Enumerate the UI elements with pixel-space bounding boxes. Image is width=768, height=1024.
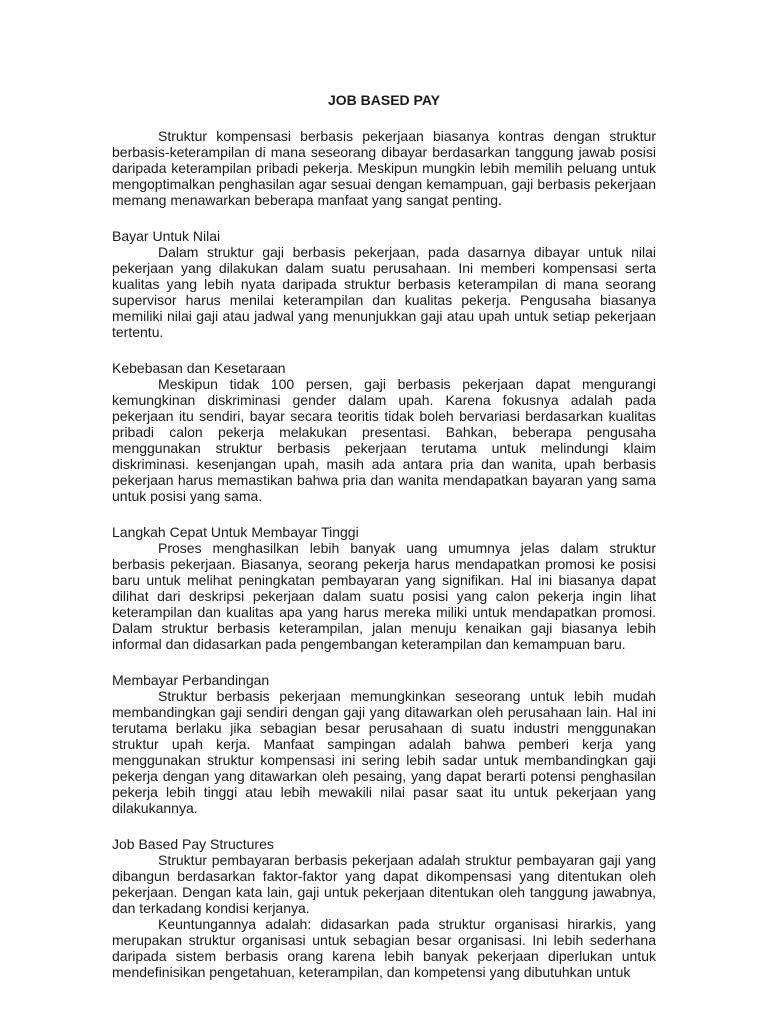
section-paragraph: Struktur berbasis pekerjaan memungkinkan seseorang untuk lebih mudah membandingkan gaji sendiri dengan gaji yang ditawarkan oleh perusahaan lain. Hal ini terutama berlaku jika sebagian besar perusahaan di suatu industri menggunakan struktur upah kerja. Manfaat sampingan adalah bahwa pemberi kerja yang menggunakan struktur kompensasi ini sering lebih sadar untuk membandingkan gaji pekerja dengan yang ditawarkan oleh pesaing, yang dapat berarti potensi penghasilan pekerja lebih tinggi atau lebih mewakili nilai pasar saat itu untuk pekerjaan yang dilakukannya. [112,688,656,816]
section-heading: Kebebasan dan Kesetaraan [112,360,286,376]
section-paragraph-truncated: Keuntungannya adalah: didasarkan pada struktur organisasi hirarkis, yang merupakan struktur organisasi untuk sebagian besar organisasi. Ini lebih sederhana daripada sistem berbasis orang karena lebih banyak pekerjaan diperlukan untuk mendefinisikan pengetahuan, keterampilan, dan kompetensi yang dibutuhkan untuk [112,916,656,980]
section-membayar-perbandingan [112,672,656,816]
section-paragraph: Dalam struktur gaji berbasis pekerjaan, pada dasarnya dibayar untuk nilai pekerjaan yang dilakukan dalam suatu perusahaan. Ini memberi kompensasi serta kualitas yang lebih nyata daripada struktur berbasis keterampilan di mana seorang supervisor harus menilai keterampilan dan kualitas pekerja. Pengusaha biasanya memiliki nilai gaji atau jadwal yang menunjukkan gaji atau upah untuk setiap pekerjaan tertentu. [112,244,656,340]
section-paragraph: Proses menghasilkan lebih banyak uang umumnya jelas dalam struktur berbasis pekerjaan. Biasanya, seorang pekerja harus mendapatkan promosi ke posisi baru untuk melihat peningkatan pembayaran yang signifikan. Hal ini biasanya dapat dilihat dari deskripsi pekerjaan dalam suatu posisi yang calon pekerja ingin lihat keterampilan dan kualitas apa yang harus mereka miliki untuk mendapatkan promosi. Dalam struktur berbasis keterampilan, jalan menuju kenaikan gaji biasanya lebih informal dan didasarkan pada pengembangan keterampilan dan kemampuan baru. [112,540,656,652]
document-title: JOB BASED PAY [327,92,441,108]
section-paragraph: Struktur pembayaran berbasis pekerjaan adalah struktur pembayaran gaji yang dibangun berdasarkan faktor-faktor yang dapat dikompensasi yang ditentukan oleh pekerjaan. Dengan kata lain, gaji untuk pekerjaan ditentukan oleh tanggung jawabnya, dan terkadang kondisi kerjanya. [112,852,656,916]
section-heading: Bayar Untuk Nilai [112,228,221,244]
intro-paragraph: Struktur kompensasi berbasis pekerjaan biasanya kontras dengan struktur berbasis-keterampilan di mana seseorang dibayar berdasarkan tanggung jawab posisi daripada keterampilan pribadi pekerja. Meskipun mungkin lebih memilih peluang untuk mengoptimalkan penghasilan agar sesuai dengan kemampuan, gaji berbasis pekerjaan memang menawarkan beberapa manfaat yang sangat penting. [112,128,656,208]
section-heading: Job Based Pay Structures [112,836,274,852]
section-paragraph: Meskipun tidak 100 persen, gaji berbasis pekerjaan dapat mengurangi kemungkinan diskriminasi gender dalam upah. Karena fokusnya adalah pada pekerjaan itu sendiri, bayar secara teoritis tidak boleh bervariasi berdasarkan kualitas pribadi calon pekerja melakukan presentasi. Bahkan, beberapa pengusaha menggunakan struktur berbasis pekerjaan terutama untuk melindungi klaim diskriminasi. kesenjangan upah, masih ada antara pria dan wanita, upah berbasis pekerjaan harus memastikan bahwa pria dan wanita mendapatkan bayaran yang sama untuk posisi yang sama. [112,376,656,504]
section-job-based-pay-structures [112,836,656,980]
section-heading: Membayar Perbandingan [112,672,270,688]
section-bayar-untuk-nilai [112,228,656,340]
intro-section [112,128,656,208]
section-heading: Langkah Cepat Untuk Membayar Tinggi [112,524,359,540]
section-kebebasan-dan-kesetaraan [112,360,656,504]
section-langkah-cepat [112,524,656,652]
